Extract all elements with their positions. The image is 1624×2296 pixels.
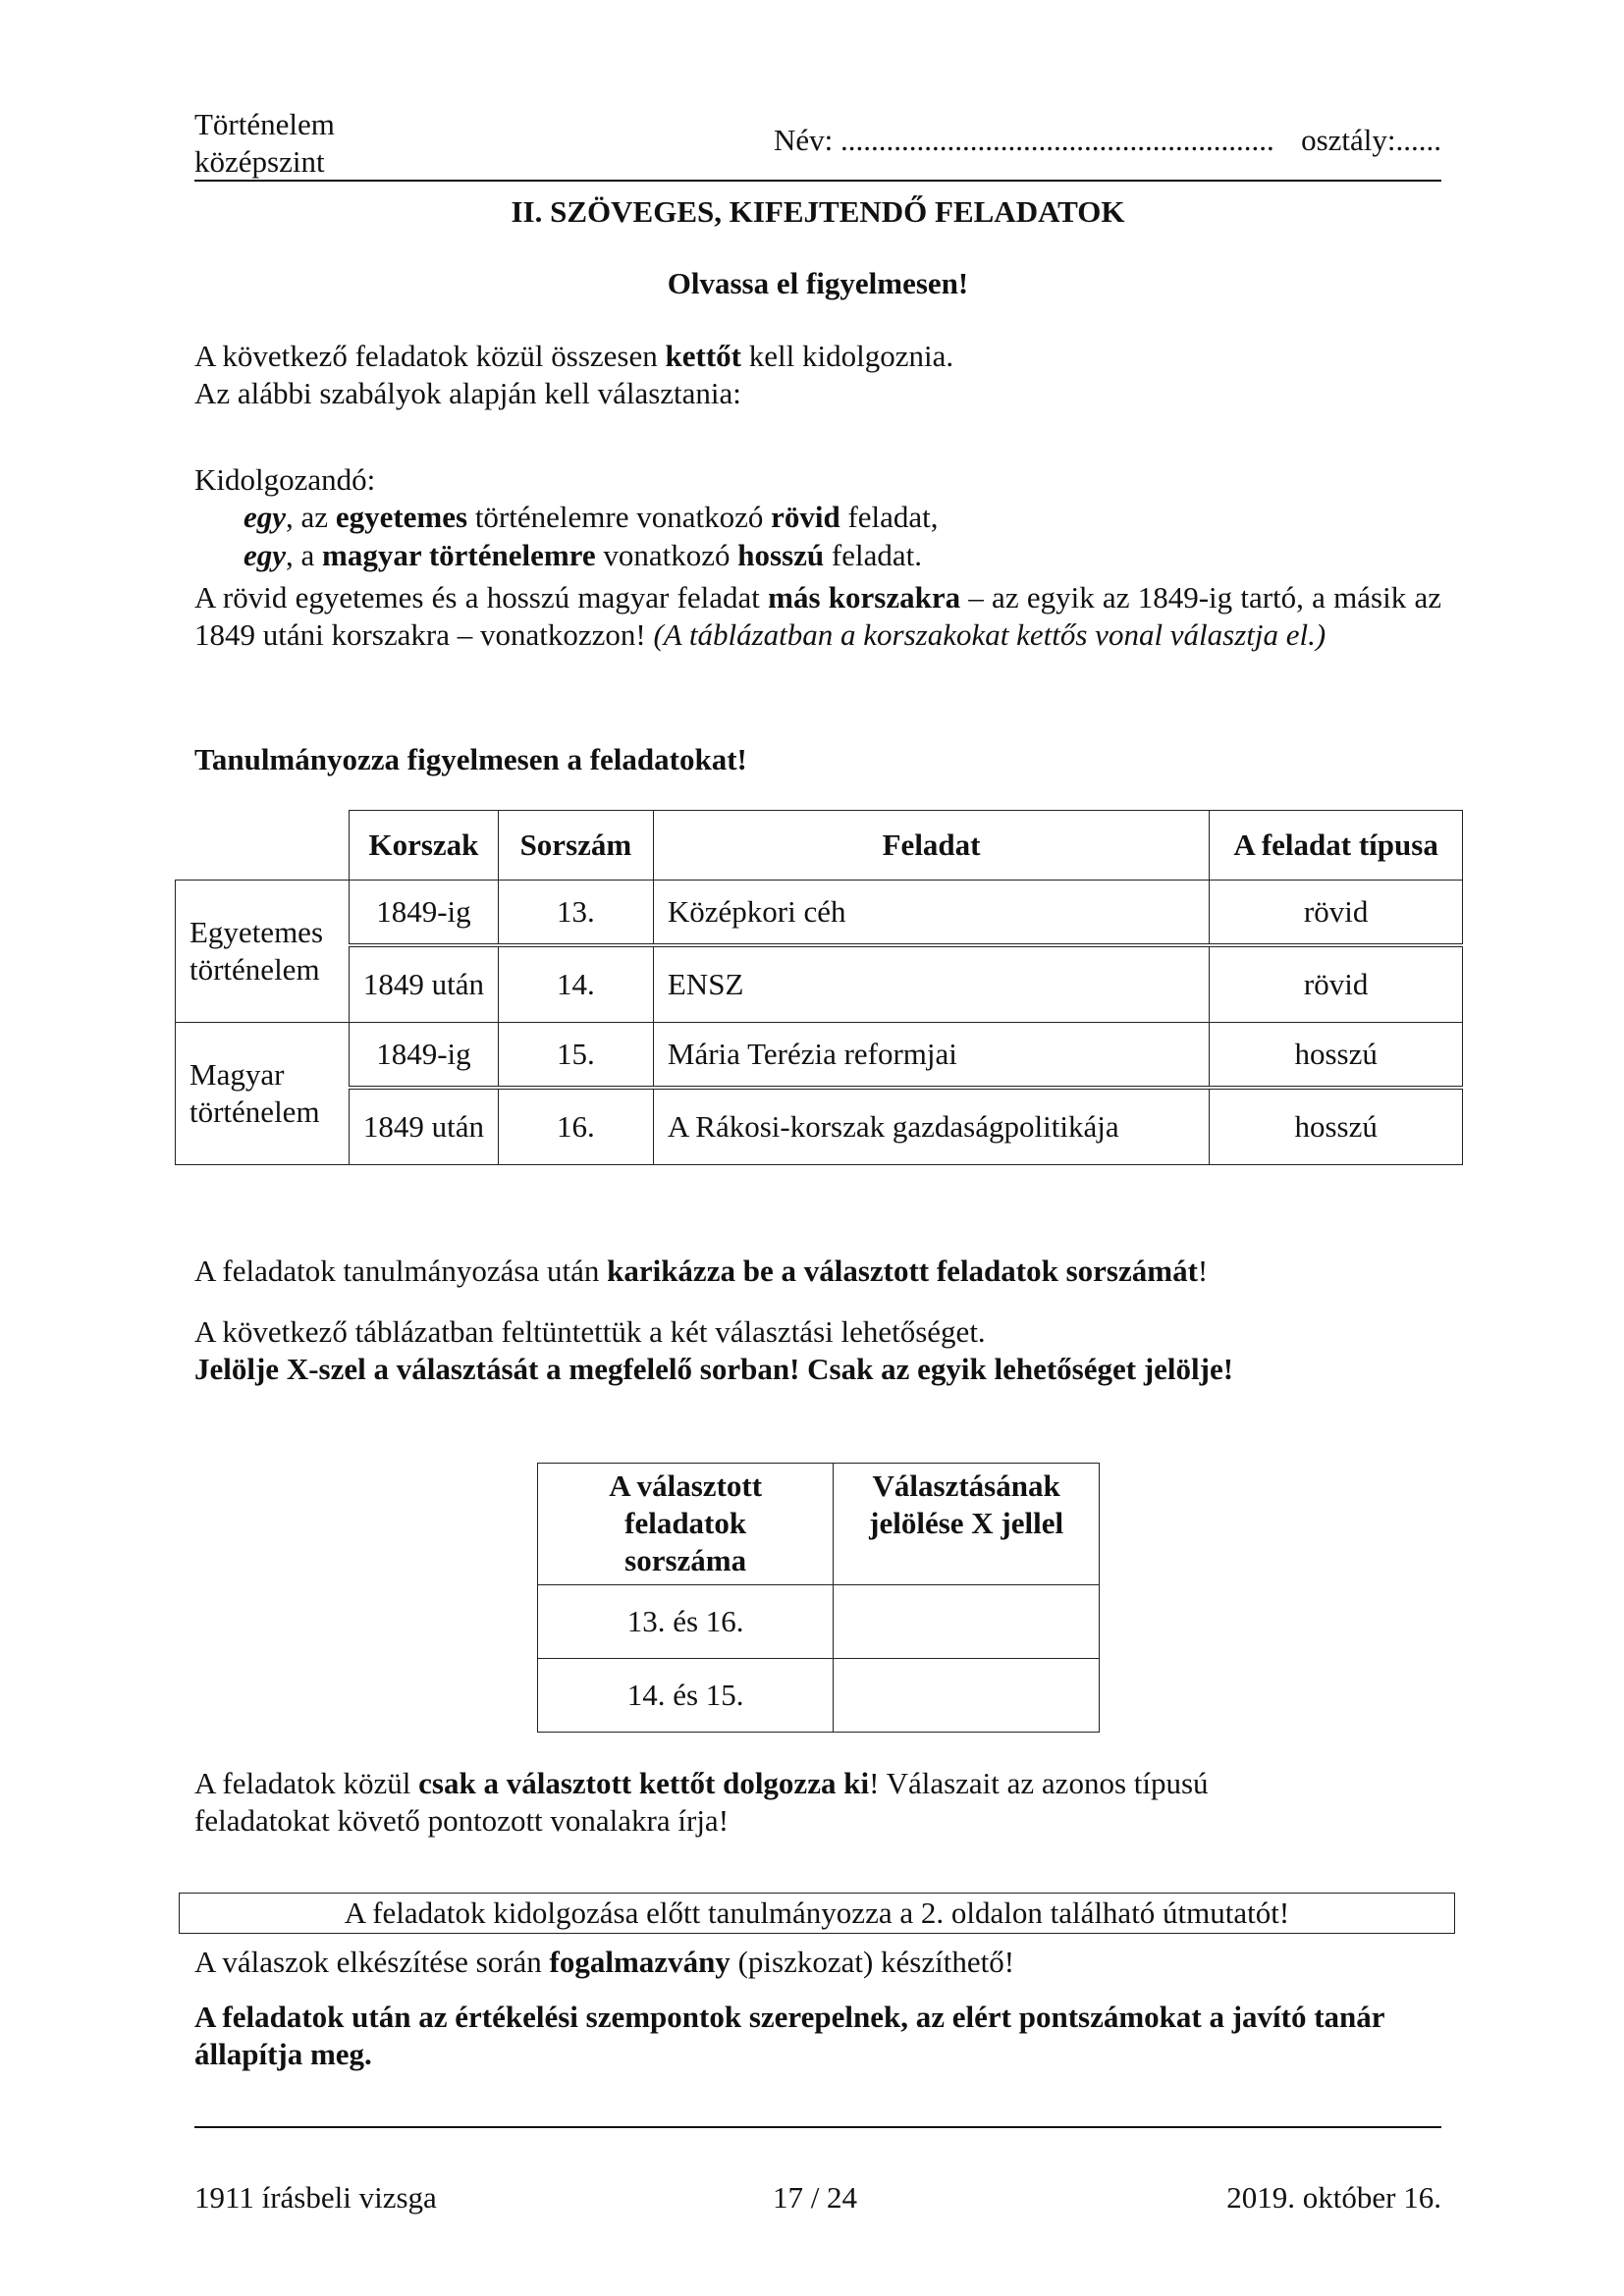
circle-instruction: A feladatok tanulmányozása után karikázza be a választott feladatok sorszámát! <box>194 1254 1209 1288</box>
task-type: rövid <box>1210 945 1463 1023</box>
choice-mark-cell[interactable] <box>834 1659 1100 1733</box>
footer-exam-code: 1911 írásbeli vizsga <box>194 2180 437 2215</box>
task-number-13[interactable]: 13. <box>498 881 653 946</box>
task-number-16[interactable]: 16. <box>498 1088 653 1165</box>
footer-page-number: 17 / 24 <box>772 2180 858 2215</box>
intro-paragraph <box>194 338 1441 413</box>
task-type: hosszú <box>1210 1023 1463 1089</box>
to-do-label: Kidolgozandó: <box>194 462 376 497</box>
footer-date: 2019. október 16. <box>1226 2180 1441 2215</box>
table-row <box>538 1659 1100 1733</box>
choice-table-header-row <box>538 1464 1100 1585</box>
read-carefully-heading: Olvassa el figyelmesen! <box>667 266 969 300</box>
table-row[interactable] <box>176 881 1463 946</box>
choice-option: 14. és 15. <box>538 1659 834 1733</box>
choice-table <box>537 1463 1100 1733</box>
choice-instruction-line-1: A következő táblázatban feltüntettük a két választási lehetőséget. <box>194 1314 986 1349</box>
task-title: ENSZ <box>653 945 1209 1023</box>
only-chosen-instruction: A feladatok közül csak a választott kettőt dolgozza ki! Válaszait az azonos típusú feladatokat követő pontozott vonalakra írja! <box>194 1766 1209 1839</box>
group-universal-history: Egyetemes történelem <box>176 881 350 1023</box>
task-title: Középkori céh <box>653 881 1209 946</box>
header-subject-block <box>194 106 335 181</box>
task-number-14[interactable]: 14. <box>498 945 653 1023</box>
draft-note: A válaszok elkészítése során fogalmazvány (piszkozat) készíthető! <box>194 1945 1015 1979</box>
task-table <box>175 810 1463 1165</box>
choice-instruction-line-2: Jelölje X-szel a választását a megfelelő sorban! Csak az egyik lehetőséget jelölje! <box>194 1352 1234 1387</box>
header-level: középszint <box>194 143 325 179</box>
choice-instruction <box>194 1313 1441 1389</box>
table-row[interactable] <box>176 1023 1463 1089</box>
class-field[interactable]: osztály:...... <box>1301 123 1441 157</box>
col-header-mark: Választásának jelölése X jellel <box>834 1464 1100 1585</box>
intro-line-2: Az alábbi szabályok alapján kell választania: <box>194 376 741 411</box>
era-cell: 1849-ig <box>349 1023 498 1089</box>
task-title: Mária Terézia reformjai <box>653 1023 1209 1089</box>
group-hungarian-history: Magyar történelem <box>176 1023 350 1165</box>
col-header-chosen-tasks: A választott feladatok sorszáma <box>538 1464 834 1585</box>
col-header-era: Korszak <box>349 811 498 881</box>
col-header-task: Feladat <box>653 811 1209 881</box>
choice-mark-cell[interactable] <box>834 1585 1100 1659</box>
name-field[interactable]: Név: ......................................................... <box>774 123 1274 157</box>
to-do-paragraph <box>194 461 1441 574</box>
guide-note-box: A feladatok kidolgozása előtt tanulmányozza a 2. oldalon található útmutatót! <box>179 1893 1455 1934</box>
task-type: rövid <box>1210 881 1463 946</box>
study-instruction: Tanulmányozza figyelmesen a feladatokat! <box>194 742 747 776</box>
task-type: hosszú <box>1210 1088 1463 1165</box>
table-row[interactable] <box>176 945 1463 1023</box>
task-number-15[interactable]: 15. <box>498 1023 653 1089</box>
period-rule-paragraph: A rövid egyetemes és a hosszú magyar feladat más korszakra – az egyik az 1849-ig tartó, a másik az 1849 utáni korszakra – vonatkozzon! (A táblázatban a korszakokat kettős vonal választja el.) <box>194 580 1441 653</box>
to-do-line-2: egy, a magyar történelemre vonatkozó hosszú feladat. <box>244 537 922 572</box>
empty-corner-cell <box>176 811 350 881</box>
footer-divider <box>194 2126 1441 2128</box>
task-table-header-row <box>176 811 1463 881</box>
header-subject: Történelem <box>194 107 335 141</box>
era-cell: 1849-ig <box>349 881 498 946</box>
header-divider <box>194 180 1441 182</box>
col-header-type: A feladat típusa <box>1210 811 1463 881</box>
evaluation-note: A feladatok után az értékelési szempontok szerepelnek, az elért pontszámokat a javító tanár állapítja meg. <box>194 2000 1384 2072</box>
header-fields <box>774 122 1441 159</box>
era-cell: 1849 után <box>349 1088 498 1165</box>
task-title: A Rákosi-korszak gazdaságpolitikája <box>653 1088 1209 1165</box>
intro-line-1: A következő feladatok közül összesen kettőt kell kidolgoznia. <box>194 339 954 373</box>
col-header-number: Sorszám <box>498 811 653 881</box>
table-row[interactable] <box>176 1088 1463 1165</box>
choice-option: 13. és 16. <box>538 1585 834 1659</box>
table-row <box>538 1585 1100 1659</box>
era-cell: 1849 után <box>349 945 498 1023</box>
section-title: II. SZÖVEGES, KIFEJTENDŐ FELADATOK <box>511 194 1125 229</box>
to-do-line-1: egy, az egyetemes történelemre vonatkozó rövid feladat, <box>244 500 939 535</box>
